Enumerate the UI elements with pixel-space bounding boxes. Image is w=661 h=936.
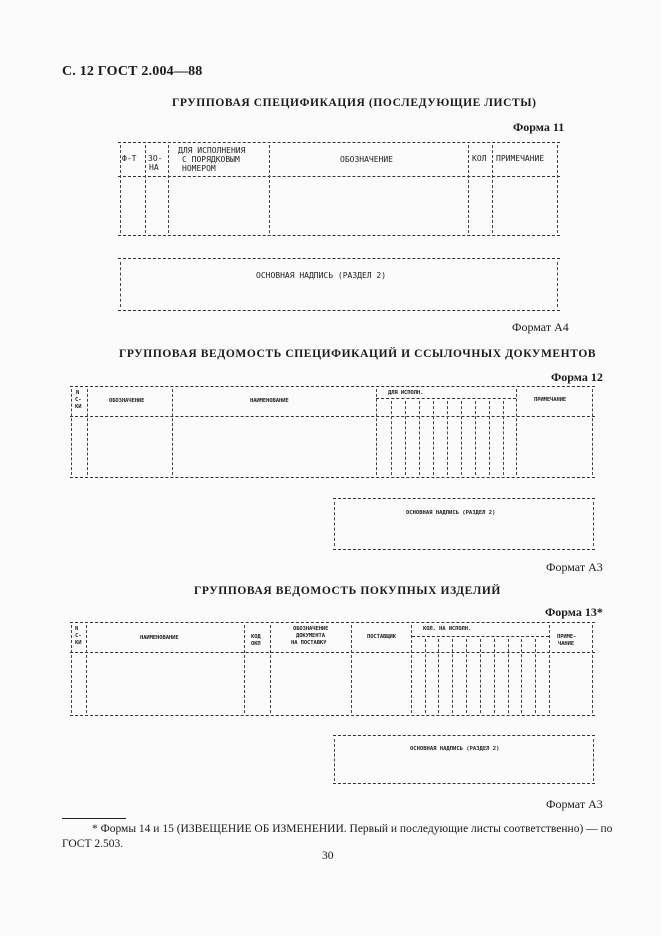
page-header: С. 12 ГОСТ 2.004—88 [62,64,203,79]
col-variant-2: С ПОРЯДКОВЫМ [182,155,240,164]
col-designation: ОБОЗНАЧЕНИЕ [340,155,393,164]
form12-label: Форма 12 [551,370,603,384]
col-format: Ф-Т [122,154,137,163]
col-zone: ЗО- [148,154,163,163]
col-note-1: ПРИМЕ- [557,634,577,640]
col-supplier: ПОСТАВЩИК [367,634,396,640]
col-code-2: ОКП [251,641,261,647]
col-variant-3: НОМЕРОМ [182,164,216,173]
title-block-label: ОСНОВНАЯ НАДПИСЬ (РАЗДЕЛ 2) [410,746,500,752]
form13-format: Формат А3 [546,797,603,811]
col-code-1: КОД [251,634,261,640]
col-num-2: С- [75,633,82,639]
title-block-label: ОСНОВНАЯ НАДПИСЬ (РАЗДЕЛ 2) [256,271,387,280]
form11-format: Формат А4 [512,320,569,334]
form13-label: Форма 13* [545,605,603,619]
col-name: НАИМЕНОВАНИЕ [250,398,289,404]
col-variants: ДЛЯ ИСПОЛН. [388,390,424,396]
form11-title: ГРУППОВАЯ СПЕЦИФИКАЦИЯ (ПОСЛЕДУЮЩИЕ ЛИСТЫ) [172,97,537,109]
col-num-3: КИ [75,640,82,646]
col-variant-1: ДЛЯ ИСПОЛНЕНИЯ [178,146,246,155]
title-block-label: ОСНОВНАЯ НАДПИСЬ (РАЗДЕЛ 2) [406,510,496,516]
col-note: ПРИМЕЧАНИЕ [534,397,567,403]
col-qty: КОЛ [472,154,487,163]
form13-title: ГРУППОВАЯ ВЕДОМОСТЬ ПОКУПНЫХ ИЗДЕЛИЙ [194,585,501,597]
col-zone-2: НА [149,163,159,172]
page-number: 30 [322,850,334,862]
col-num-3: КИ [75,404,82,410]
col-num-1: N [76,390,80,396]
col-note-2: ЧАНИЕ [558,641,575,647]
col-num-1: N [75,626,79,632]
form12-title: ГРУППОВАЯ ВЕДОМОСТЬ СПЕЦИФИКАЦИЙ И ССЫЛОЧНЫХ ДОКУМЕНТОВ [119,348,597,360]
col-num-2: С- [75,397,82,403]
footnote-rule [62,818,126,819]
col-supply-doc-2: ДОКУМЕНТА [296,633,325,639]
col-designation: ОБОЗНАЧЕНИЕ [109,398,145,404]
col-qty-variants: КОЛ. НА ИСПОЛН. [423,626,472,632]
col-supply-doc-3: НА ПОСТАВКУ [291,640,327,646]
form12-format: Формат А3 [546,560,603,574]
col-note: ПРИМЕЧАНИЕ [496,154,545,163]
col-supply-doc-1: ОБОЗНАЧЕНИЕ [293,626,329,632]
footnote: * Формы 14 и 15 (ИЗВЕЩЕНИЕ ОБ ИЗМЕНЕНИИ. Первый и последующие листы соответственно) — по ГОСТ 2.503. [62,823,613,850]
col-name: НАИМЕНОВАНИЕ [140,635,179,641]
form11-label: Форма 11 [513,120,565,134]
